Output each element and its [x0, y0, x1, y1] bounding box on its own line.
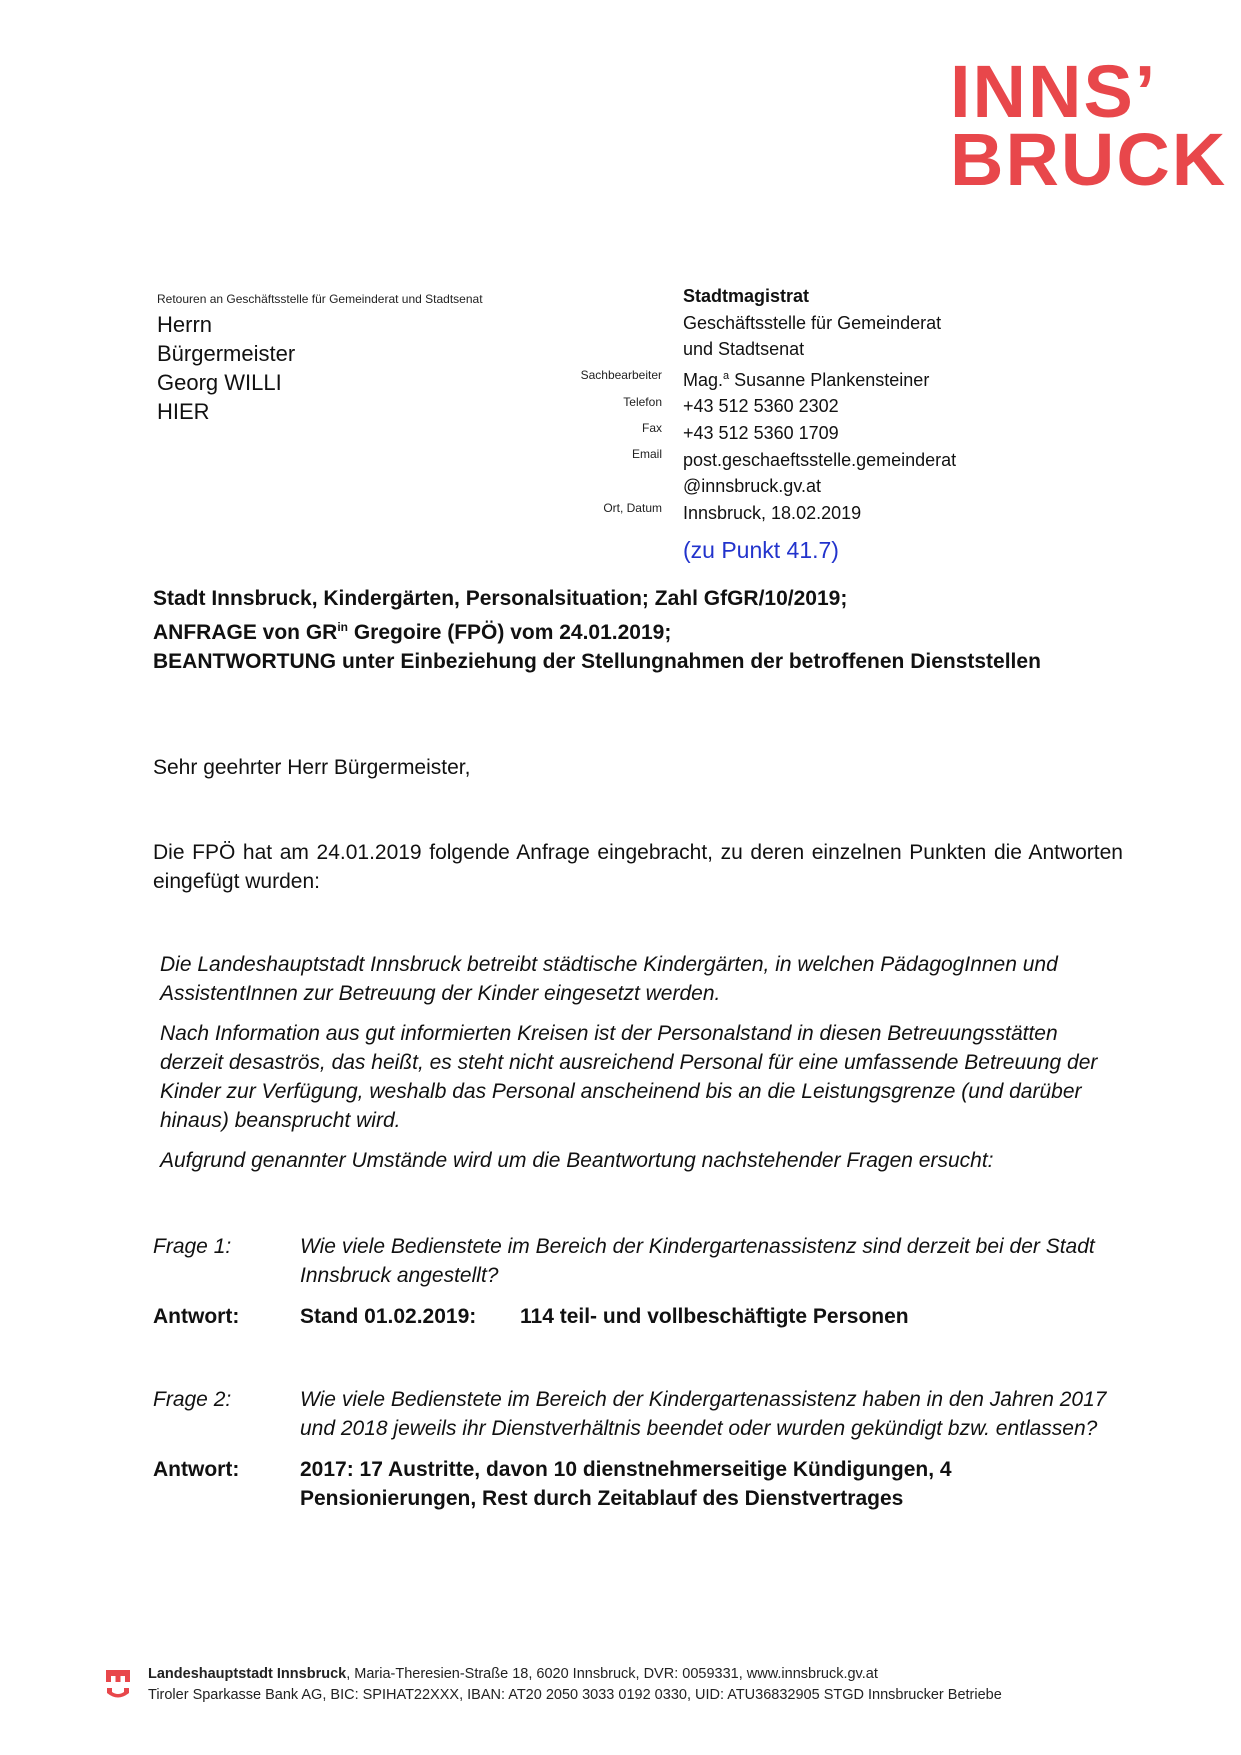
intro-paragraph: Die FPÖ hat am 24.01.2019 folgende Anfrage eingebracht, zu deren einzelnen Punkten die Antworten eingefügt wurden: — [153, 841, 1123, 893]
question-text: Wie viele Bedienstete im Bereich der Kindergartenassistenz haben in den Jahren 2017 und 2018 jeweils ihr Dienstverhältnis beendet oder wurden gekündigt bzw. entlassen? — [300, 1388, 1107, 1440]
innsbruck-logo — [950, 50, 1228, 201]
subject-line: ANFRAGE von $GR^{in}$ Gregoire (FPÖ) vom 24.01.2019; — [153, 620, 672, 644]
subject-line: BEANTWORTUNG unter Einbeziehung der Stellungnahmen der betroffenen Dienststellen — [153, 650, 1041, 673]
sender-dept: Geschäftsstelle für Gemeinderat — [683, 312, 942, 333]
footer-line-1: Landeshauptstadt Innsbruck, Maria-Theresien-Straße 18, 6020 Innsbruck, DVR: 0059331, www.innsbruck.gv.at — [148, 1666, 878, 1682]
sender-fax: +43 512 5360 1709 — [683, 422, 839, 443]
answer-text: Stand 01.02.2019: 114 teil- und vollbeschäftigte Personen — [300, 1305, 909, 1328]
answer-label: Antwort: — [153, 1305, 240, 1328]
label-phone: Telefon — [623, 395, 662, 409]
sender-info — [683, 283, 956, 526]
label-place-date: Ort, Datum — [603, 501, 662, 515]
sender-dept: und Stadtsenat — [683, 339, 805, 360]
sender-org: Stadtmagistrat — [683, 286, 810, 306]
greeting: Sehr geehrter Herr Bürgermeister, — [153, 756, 471, 779]
quote-paragraph: Die Landeshauptstadt Innsbruck betreibt städtische Kindergärten, in welchen PädagogInnen und AssistentInnen zur Betreuung der Kinder eingesetzt werden. — [160, 953, 1058, 1005]
recipient-line: Georg WILLI — [157, 370, 282, 395]
inquiry-quote — [160, 950, 1120, 1186]
question-label: Frage 1: — [153, 1235, 232, 1258]
sender-email: post.geschaeftsstelle.gemeinderat — [683, 449, 957, 470]
question-text: Wie viele Bedienstete im Bereich der Kindergartenassistenz sind derzeit bei der Stadt Innsbruck angestellt? — [300, 1235, 1095, 1287]
label-email: Email — [631, 447, 662, 461]
recipient-line: HIER — [157, 399, 210, 424]
label-fax: Fax — [641, 421, 662, 435]
answer-text: 2017: 17 Austritte, davon 10 dienstnehmerseitige Kündigungen, 4 Pensionierungen, Rest durch Zeitablauf des Dienstvertrages — [300, 1458, 952, 1510]
quote-paragraph: Nach Information aus gut informierten Kreisen ist der Personalstand in diesen Betreuungsstätten derzeit desaströs, das heißt, es steht nicht ausreichend Personal für eine umfassende Betreuung der Kinder zur Verfügung, weshalb das Personal anscheinend bis an die Leistungsgrenze (und darüber hinaus) beansprucht wird. — [160, 1022, 1098, 1132]
agenda-point: (zu Punkt 41.7) — [683, 537, 839, 563]
logo-line-1: INNS’ — [950, 50, 1158, 133]
sender-phone: +43 512 5360 2302 — [683, 396, 839, 417]
question-1 — [153, 1232, 1133, 1331]
city-crest-icon — [104, 1668, 132, 1702]
recipient-address — [157, 310, 295, 426]
recipient-line: Herrn — [157, 312, 213, 337]
logo-line-2: BRUCK — [950, 118, 1228, 201]
return-address-line: Retouren an Geschäftsstelle für Gemeinderat und Stadtsenat — [157, 292, 483, 306]
footer — [148, 1664, 1002, 1706]
subject-line: Stadt Innsbruck, Kindergärten, Personalsituation; Zahl GfGR/10/2019; — [153, 587, 848, 610]
sender-place-date: Innsbruck, 18.02.2019 — [683, 502, 862, 523]
label-clerk: Sachbearbeiter — [580, 368, 662, 382]
subject-block — [153, 584, 1041, 676]
quote-paragraph: Aufgrund genannter Umstände wird um die Beantwortung nachstehender Fragen ersucht: — [160, 1149, 994, 1172]
recipient-line: Bürgermeister — [157, 341, 296, 366]
question-label: Frage 2: — [153, 1388, 232, 1411]
footer-line-2: Tiroler Sparkasse Bank AG, BIC: SPIHAT22XXX, IBAN: AT20 2050 3033 0192 0330, UID: ATU36832905 STGD Innsbrucker Betriebe — [148, 1687, 1002, 1703]
sender-clerk: Mag.$^a$ Susanne Plankensteiner — [683, 369, 930, 390]
sender-email: @innsbruck.gv.at — [683, 476, 821, 497]
question-2 — [153, 1385, 1133, 1513]
answer-label: Antwort: — [153, 1458, 240, 1481]
